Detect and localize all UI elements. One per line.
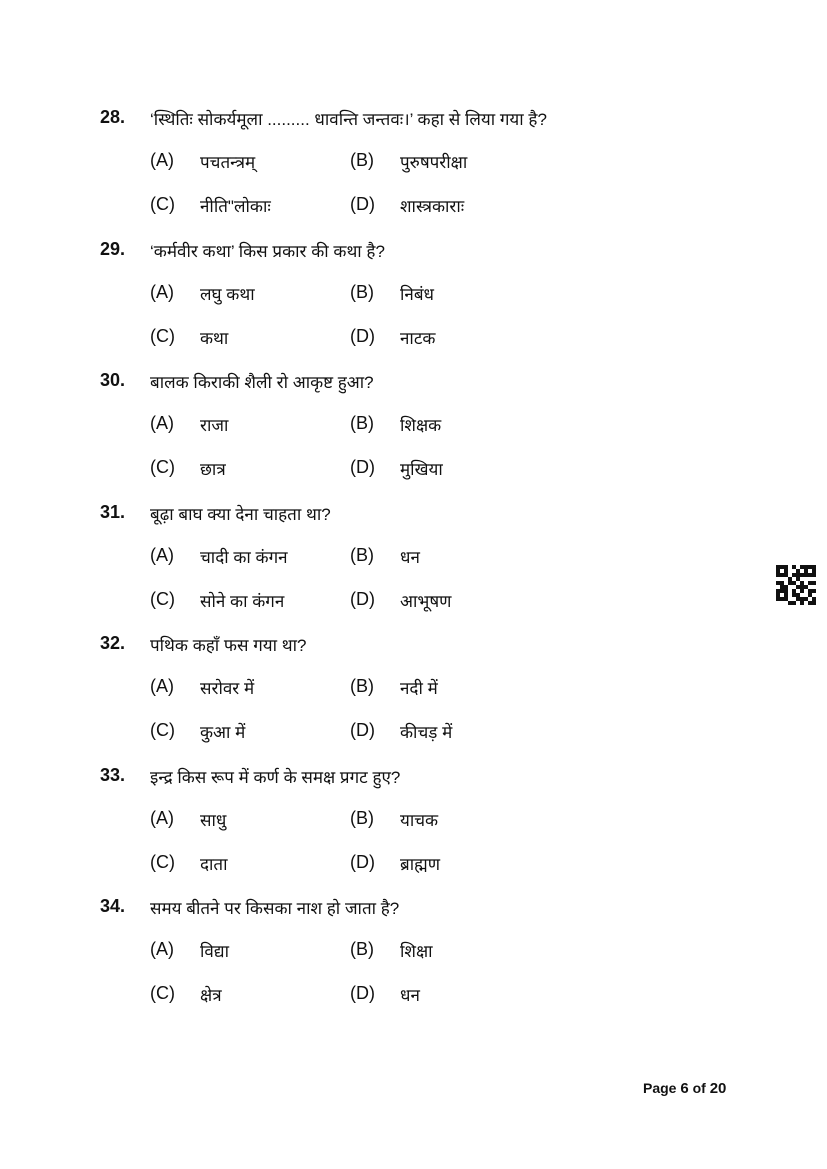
option-text: चादी का कंगन	[200, 547, 288, 567]
option-label: (D)	[350, 457, 375, 477]
option-text: पुरुषपरीक्षा	[400, 153, 468, 172]
question-number: 28.	[100, 107, 126, 127]
page-prefix: Page	[643, 1080, 677, 1096]
option-label: (D)	[350, 983, 375, 1003]
option-label: (A)	[150, 544, 174, 565]
question-text: पथिक कहाँ फस गया था?	[150, 636, 307, 655]
option-label: (A)	[150, 150, 174, 170]
option-text: निबंध	[400, 284, 434, 304]
option-label: (C)	[150, 588, 175, 609]
question-number: 30.	[100, 370, 126, 390]
option-label: (A)	[150, 281, 174, 302]
option-label: (D)	[350, 851, 375, 872]
option-label: (C)	[150, 851, 175, 872]
option-text: आभूषण	[400, 591, 452, 611]
option-text: क्षेत्र	[200, 986, 222, 1005]
option-label: (A)	[150, 807, 174, 828]
option-label: (C)	[150, 325, 175, 346]
option-text: दाता	[200, 854, 228, 874]
qr-code-icon	[776, 565, 816, 605]
option-label: (B)	[350, 413, 374, 433]
option-text: ब्राह्मण	[400, 854, 441, 874]
option-label: (A)	[150, 676, 174, 696]
option-label: (C)	[150, 457, 175, 477]
question-number: 32.	[100, 633, 126, 653]
question-number: 29.	[100, 238, 126, 259]
option-label: (D)	[350, 588, 375, 609]
option-label: (C)	[150, 194, 175, 214]
option-text: मुखिया	[400, 460, 443, 479]
option-text: नीति"लोकाः	[200, 197, 271, 216]
option-text: विद्या	[200, 942, 229, 961]
option-text: कीचड़ में	[400, 723, 453, 742]
page-current: 6	[680, 1080, 689, 1097]
page-total: 20	[709, 1080, 727, 1097]
option-text: सोने का कंगन	[200, 591, 285, 611]
option-text: नाटक	[400, 328, 436, 348]
question-number: 33.	[100, 764, 126, 785]
option-text: याचक	[400, 810, 439, 830]
option-text: कुआ में	[200, 723, 246, 742]
page-of: of	[692, 1080, 706, 1096]
question-number: 34.	[100, 896, 126, 916]
option-text: सरोवर में	[200, 679, 255, 698]
option-label: (D)	[350, 720, 375, 740]
option-text: धन	[400, 986, 420, 1005]
question-text: इन्द्र किस रूप में कर्ण के समक्ष प्रगट हुए?	[150, 767, 401, 787]
question-text: समय बीतने पर किसका नाश हो जाता है?	[150, 899, 400, 918]
option-label: (B)	[350, 676, 374, 696]
option-text: साधु	[200, 810, 227, 830]
option-text: लघु कथा	[200, 284, 255, 304]
question-text: ‘स्थितिः सोकर्यमूला ......... धावन्ति जन्तवः।’ कहा से लिया गया है?	[150, 110, 547, 129]
option-label: (B)	[350, 807, 374, 828]
option-label: (B)	[350, 281, 374, 302]
question-text: बूढ़ा बाघ क्या देना चाहता था?	[150, 504, 331, 524]
option-text: धन	[400, 547, 420, 567]
option-text: शिक्षक	[400, 416, 442, 435]
option-text: नदी में	[400, 679, 438, 698]
question-text: ‘कर्मवीर कथा’ किस प्रकार की कथा है?	[150, 241, 385, 261]
question-text: बालक किराकी शैली रो आकृष्ट हुआ?	[150, 373, 374, 392]
option-label: (C)	[150, 720, 175, 740]
option-text: राजा	[200, 416, 229, 435]
option-text: शास्त्रकाराः	[400, 197, 465, 216]
option-label: (B)	[350, 150, 374, 170]
option-label: (A)	[150, 413, 174, 433]
option-text: कथा	[200, 328, 229, 348]
option-text: शिक्षा	[400, 942, 433, 961]
option-label: (B)	[350, 544, 374, 565]
option-label: (B)	[350, 939, 374, 959]
option-label: (D)	[350, 194, 375, 214]
page-footer	[643, 1080, 726, 1097]
option-label: (C)	[150, 983, 175, 1003]
question-number: 31.	[100, 501, 126, 522]
option-text: छात्र	[200, 460, 226, 479]
option-text: पचतन्त्रम्	[200, 153, 256, 172]
option-label: (D)	[350, 325, 375, 346]
option-label: (A)	[150, 939, 174, 959]
